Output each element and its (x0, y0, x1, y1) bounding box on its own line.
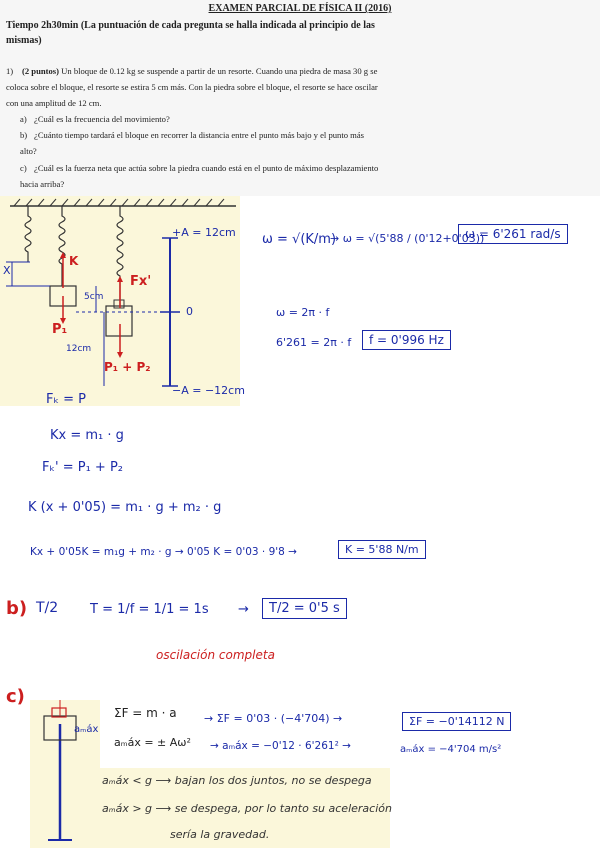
sum-f-result: ΣF = −0'14112 N (402, 712, 511, 731)
part-c-diagram (30, 700, 100, 848)
exam-statement (0, 0, 600, 196)
a-max-label: aₘáx (74, 724, 99, 735)
label-fx-prime: Fx' (130, 274, 152, 289)
label-5cm: 5cm (84, 292, 104, 302)
label-minus-a: −A = −12cm (172, 384, 245, 397)
period-equation: T = 1/f = 1/1 = 1s (90, 602, 209, 617)
arrow-b: → (238, 602, 249, 617)
k-full-equation: K (x + 0'05) = m₁ · g + m₂ · g (28, 500, 222, 515)
frequency-equation: 6'261 = 2π · f (276, 336, 352, 349)
part-b-label: b) (6, 598, 28, 619)
a-max-formula: aₘáx = ± Aω² (114, 736, 191, 749)
t-half-result: T/2 = 0'5 s (262, 598, 347, 619)
label-12cm: 12cm (66, 344, 92, 354)
subquestion-c: c) ¿Cuál es la fuerza neta que actúa sobre la piedra cuando está en el punto de máximo desplazamiento hacia arriba? (20, 163, 379, 189)
frequency-result: f = 0'996 Hz (362, 330, 451, 350)
fk-equation: Fₖ = P (46, 392, 87, 407)
k-result: K = 5'88 N/m (338, 540, 426, 559)
a-max-substitution: → aₘáx = −0'12 · 6'261² → (210, 740, 351, 752)
part-c-label: c) (6, 686, 25, 707)
note-line-3: sería la gravedad. (170, 828, 270, 841)
omega-result: ω = 6'261 rad/s (458, 224, 568, 244)
exam-title: EXAMEN PARCIAL DE FÍSICA II (2016) (208, 3, 392, 14)
label-p1-p2: P₁ + P₂ (104, 360, 151, 374)
omega-2pi-f: ω = 2π · f (276, 306, 330, 319)
exam-time: Tiempo 2h30min (La puntuación de cada pregunta se halla indicada al principio de las mismas) (6, 20, 375, 46)
question-number: 1) (6, 66, 14, 76)
subquestion-a: a) ¿Cuál es la frecuencia del movimiento? (20, 114, 170, 124)
note-line-1: aₘáx < g ⟶ bajan los dos juntos, no se despega (102, 774, 372, 787)
question-text: Un bloque de 0.12 kg se suspende a partir de un resorte. Cuando una piedra de masa 30 g se coloca sobre el bloque, el resorte se estira 5 cm más. Con la piedra sobre el bloque, el resorte se hace oscilar con una amplitud de 12 cm. (6, 66, 378, 108)
question-1 (6, 63, 386, 111)
k-simplified-equation: Kx + 0'05K = m₁g + m₂ · g → 0'05 K = 0'03 · 9'8 → (30, 546, 297, 558)
label-plus-a: +A = 12cm (172, 226, 236, 239)
sum-f-substitution: → ΣF = 0'03 · (−4'704) → (204, 712, 343, 725)
label-x: X (3, 264, 11, 277)
label-zero: 0 (186, 305, 193, 318)
complete-oscillation-note: oscilación completa (156, 648, 275, 662)
kx-equation: Kx = m₁ · g (50, 428, 124, 443)
subquestion-b: b) ¿Cuánto tiempo tardará el bloque en recorrer la distancia entre el punto más bajo y el punto más alto? (20, 130, 365, 156)
label-k: K (69, 254, 79, 268)
label-p1: P₁ (52, 322, 68, 337)
fk-prime-equation: Fₖ' = P₁ + P₂ (42, 460, 124, 475)
sum-f-equation: ΣF = m · a (114, 706, 177, 720)
explanation-note (96, 768, 390, 848)
omega-substitution: → ω = √(5'88 / (0'12+0'03)) (330, 232, 485, 245)
a-max-result: aₘáx = −4'704 m/s² (400, 744, 502, 755)
question-points: (2 puntos) (22, 66, 60, 76)
note-line-2: aₘáx > g ⟶ se despega, por lo tanto su aceleración (102, 802, 392, 815)
omega-formula: ω = √(K/m) (262, 232, 337, 247)
t-half: T/2 (36, 600, 59, 616)
